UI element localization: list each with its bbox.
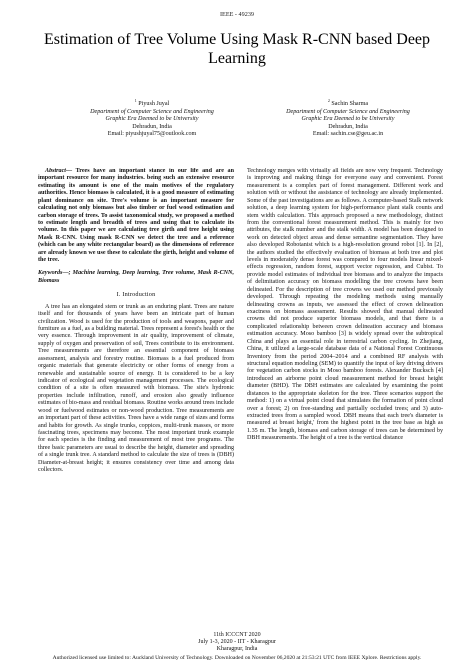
footer-location: Kharagpur, India (216, 646, 258, 652)
author-2-email[interactable]: Email: sachin.cse@geu.ac.in (312, 131, 384, 138)
footer-dates: July 1-3, 2020 - IIT - Kharagpur (198, 639, 276, 645)
author-2-city: Dehradun, India (328, 123, 368, 130)
author-2-index: 2 (327, 98, 330, 103)
paper-title: Estimation of Tree Volume Using Mask R-CNN based Deep Learning (43, 31, 431, 67)
license-notice: Authorized licensed use limited to: Auckland University of Technology. Downloaded on November 06,2020 at 21:53:21 UTC from IEEE Xplore. Restrictions apply. (52, 655, 422, 661)
conference-footer (0, 632, 474, 653)
conference-id: IEEE - 49239 (219, 11, 255, 18)
author-2-university: Graphic Era Deemed to be University (301, 116, 395, 123)
right-column (247, 168, 443, 603)
left-column (38, 168, 234, 603)
abstract-text: Trees have an important stance in our life and are an important resource for many industries. being such an extensive resource estimating its amount is one of the main motives of the regulatory authorities. Hence biomass is calculated, it is a good measure of estimating plant dominance on site. Tree's volume is an important measure for calculating not only biomass but also timber or fuel wood estimation and carbon storage of trees. To assist taxonomical study, we proposed a method to estimate length and breadth of trees and using that to calculate its volume. In this paper we are calculating tree girth and tree height using Mask R-CNN. Using mask R-CNN we detect the tree and a reference (which can be any white rectangular board) as the dimensions of reference are already known we use these to calculate the girth, height and volume of the tree. (38, 168, 234, 264)
author-1-university: Graphic Era Deemed to be University (105, 116, 199, 123)
author-1-email[interactable]: Email: piyushjuyal75@outlook.com (107, 131, 197, 138)
author-block (0, 97, 474, 145)
footer-conference: 11th ICCCNT 2020 (213, 632, 261, 638)
author-1-department: Department of Computer Science and Engineering (90, 108, 214, 115)
author-1-name-line (52, 97, 252, 109)
author-1-name: Piyush Juyal (138, 101, 170, 108)
author-2-department: Department of Computer Science and Engineering (286, 108, 410, 115)
abstract (38, 168, 234, 264)
right-paragraph-1: Technology merges with virtually all fields are now very frequent. Technology is improving and making things for everyone easy and convenient. Forest measurement is a complex part of forest management. Different work and solution with or without the assistance of technology are already implemented. Some of the past investigations are as follows. A computer-based Stalk network solution, a deep learning system for high-performance plant stalk counts and stem width calculation. This approach proposed a new methodology, distinct from the conventional forest measurement method. This is mainly for two attributes, the stalk number and the stalk width. A model has been designed to work on detected object areas and dense semantine segmentation. They have also developed Robotanist which is a high-resolution ground robot [1]. In [2], the authors studied the effectively evaluation of biomass at both tree and plot levels in moderately dense forest was compared to four models linear mixed-effects regression, random forest, support vector regression, and Cubist. To provide model estimates of individual tree biomass and to analyze the impacts of delimitation accuracy on biomass modelling the tree crowns have been delineated. For the description of tree crowns we used our method previously developed. Through repeating the modeling methods using manually delineating crowns as inputs, we assessed the effect of crown delineation exactness on biomass assessment. Results showed that manual delineated crowns did not produce superior biomass models, and that there is a complicated relationship between crown delineation accuracy and biomass estimation accuracy. Moso bamboo [3] is widely spread over the subtropical China and plays an essential role in terrestrial carbon cycling. In Zhejiang, China, it utilized a large-scale database data of a National Forest Continuous Inventory from the period 2004–2014 and a combined RF analysis with structural equation modeling (SEM) to quantify the input of key driving drivers for vegetation carbon stocks in Moso bamboo forests. Alexander Bucksch [4] introduced an airborne point cloud measurement method for breast height diameter (BHD). The DBH estimates are calculated by examining the point distances to the appropriate skeleton for the tree. Three scenarios support the method: 1) on a virtual point cloud that simulates the formation of point cloud over a forest; 2) on free-standing and partially occluded trees; and 3) auto-extracted trees from a sampled wood. DBH means that each tree's diameter is measured at breast height,' from the highest point in the tree base as high as 1.35 m. The length, biomass and carbon storage of trees can be determined by DBH measurements. The height of a tree is the vertical distance (247, 168, 443, 442)
abstract-lead: Abstract— (45, 168, 73, 174)
author-2-name: Sachin Sharma (331, 101, 369, 108)
keywords: Keywords—; Machine learning, Deep learning, Tree volume, Mask R-CNN, Biomass (38, 270, 234, 284)
author-2 (248, 97, 448, 139)
author-1 (52, 97, 252, 139)
section-heading-introduction: I. Introduction (116, 291, 156, 299)
author-1-city: Dehradun, India (132, 123, 172, 130)
author-2-name-line (248, 97, 448, 109)
author-1-index: 1 (134, 98, 137, 103)
intro-paragraph-1: A tree has an elongated stem or trunk as an enduring plant. Trees are nature itself and for thousands of years have been an intricate part of human civilization. Wood is used for the production of tools and weapons, paper and furniture as a fuel, as a building material. Trees represent a forest's health or the very essence. Through improvement in air quality, improvement of climate, supply of oxygen and preservation of soil, Trees contribute to its environment. Tree measurements are therefore an essential component of biomass assessment, analysis and forestry routine. Biomass is a fuel produced from organic materials that generate electricity or other forms of energy from a renewable and sustainable source of energy. It is considered to be a key indicator of ecological and vegetation management processes. The ecological condition of a site is often measured with biomass. The site's hydronic properties include infiltration, runoff, and erosion also greatly influence estimates of bio-mass and residual biomass. Routine works around trees include wood or fuelwood estimates or non-wood production. Tree measurements are an important part of these activities. Trees have a wide range of sizes and forms and habits for growth. As single trunks, coppices, multi-trunk masses, or more fascinating trees, specimens may become. The most important trunk example for each species is the finding and measurement of most tree programs. The three basic parameters are usual to describe the height, diameter and spreading of a single trunk tree. A standard method to calculate the size of trees is (DBH) Diameter-at-breast height; it ensures consistency over time and among data collectors. (38, 303, 234, 474)
